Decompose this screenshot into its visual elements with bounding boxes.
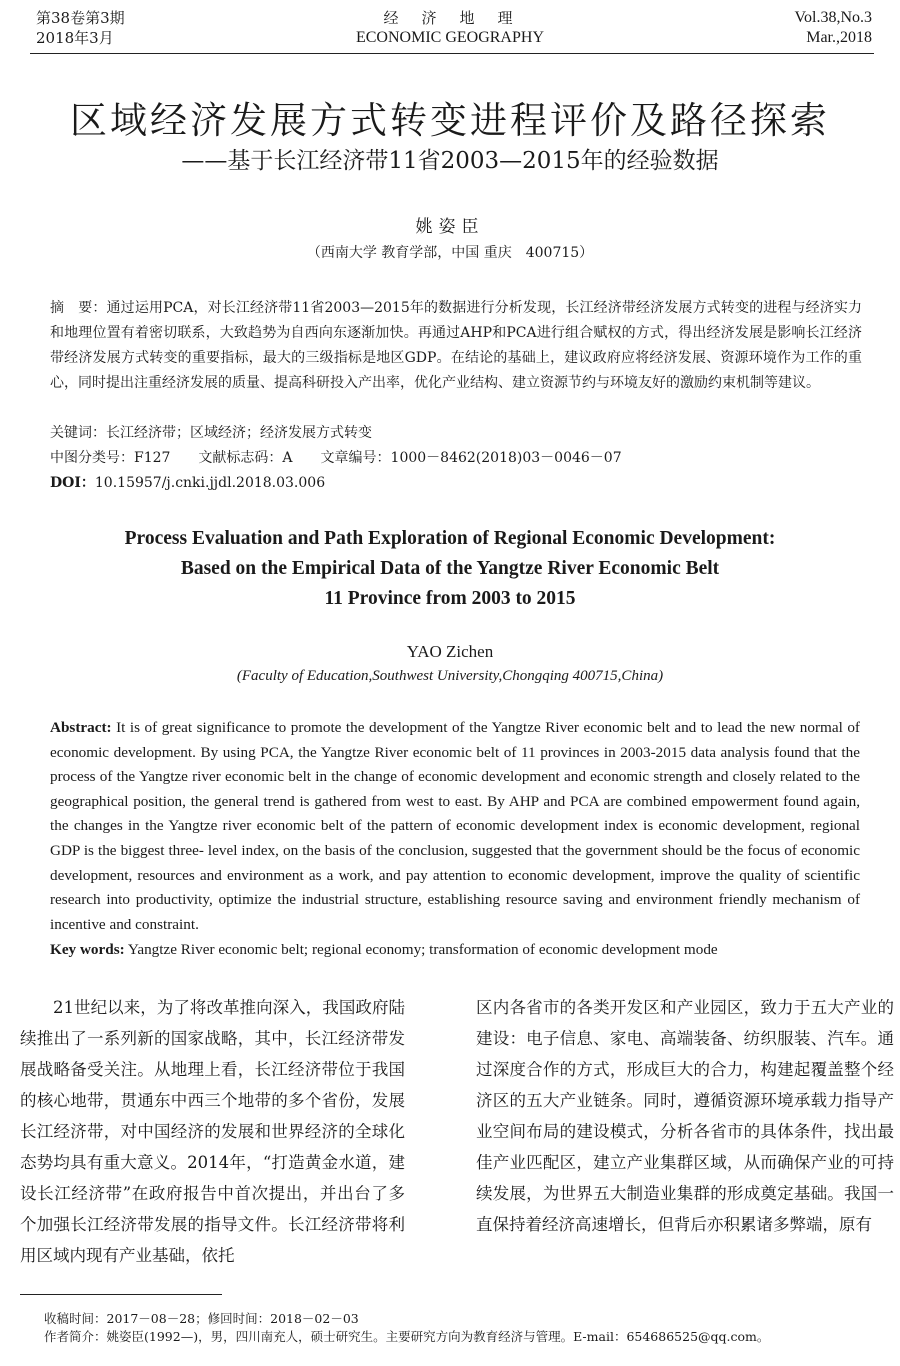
author-name-en: YAO Zichen	[406, 642, 494, 661]
abstract-en-text: It is of great significance to promote the development of the Yangtze River economic belt and to lead the new normal of economic development. By using PCA, the Yangtze River economic belt of 11 provinces in 2003-2015 data analysis found that the process of the Yangtze river economic belt in the change of economic development and economic strength and closely related to the geographical position, the general trend is gathered from west to east. By AHP and PCA are combined empowerment found again, the changes in the Yangtze river economic belt of the pattern of economic development index is economic development, regional GDP is the biggest three- level index, on the basis of the conclusion, suggested that the government should be the focus of economic development, resources and environment as a work, and pay attention to economic development, improve the quality of scientific research into productivity, optimize the industrial structure, establishing resource saving and environment friendly mechanism of incentive and constraint.	[50, 719, 860, 933]
keywords-cn: 关键词：长江经济带；区域经济；经济发展方式转变	[50, 425, 372, 441]
paper-title-en-line2: Based on the Empirical Data of the Yangtze River Economic Belt	[180, 558, 720, 579]
abstract-cn-label: 摘 要：	[50, 300, 107, 316]
doi-value: 10.15957/j.cnki.jjdl.2018.03.006	[94, 475, 326, 491]
doi-label: DOI：	[50, 475, 95, 491]
journal-name	[0, 8, 900, 48]
paper-subtitle-cn: ——基于长江经济带11省2003—2015年的经验数据	[181, 148, 719, 174]
abstract-cn	[50, 296, 862, 396]
doi-line	[50, 471, 862, 496]
paper-title-en-line1: Process Evaluation and Path Exploration of Regional Economic Development:	[124, 528, 776, 549]
footnote-divider	[20, 1294, 222, 1295]
journal-date-en: Mar.,2018	[806, 29, 872, 46]
affiliation-cn: （西南大学 教育学部，中国 重庆 400715）	[306, 245, 594, 261]
journal-name-cn: 经 济 地 理	[383, 9, 517, 27]
keywords-en-text: Yangtze River economic belt; regional economy; transformation of economic development mode	[124, 941, 718, 958]
affiliation-en: (Faculty of Education,Southwest University,Chongqing 400715,China)	[236, 668, 664, 684]
classification-cn: 中图分类号：F127 文献标志码：A 文章编号：1000－8462(2018)03－0046－07	[50, 450, 622, 466]
journal-volume: 第38卷第3期	[36, 9, 125, 27]
footnote-received: 收稿时间：2017－08－28；修回时间：2018－02－03	[44, 1311, 359, 1326]
body-column-right: 区内各省市的各类开发区和产业园区，致力于五大产业的建设：电子信息、家电、高端装备、纺织服装、汽车。通过深度合作的方式，形成巨大的合力，构建起覆盖整个经济区的五大产业链条。同时，遵循资源环境承载力指导产业空间布局的建设模式，分析各省市的具体条件，找出最佳产业匹配区，建立产业集群区域，从而确保产业的可持续发展，为世界五大制造业集群的形成奠定基础。我国一直保持着经济高速增长，但背后亦积累诸多弊端，原有	[476, 998, 894, 1234]
keywords-en-label: Key words:	[50, 941, 125, 958]
keywords-en	[50, 938, 860, 962]
header-divider	[30, 53, 874, 54]
journal-volume-en: Vol.38,No.3	[794, 9, 872, 26]
author-name-cn: 姚姿臣	[415, 217, 485, 237]
journal-name-en: ECONOMIC GEOGRAPHY	[355, 29, 544, 46]
footnote-author-bio: 作者简介：姚姿臣(1992—)，男，四川南充人，硕士研究生。主要研究方向为教育经济与管理。E-mail：654686525@qq.com。	[44, 1329, 770, 1344]
abstract-en	[50, 716, 860, 937]
journal-issue-en	[795, 8, 873, 48]
abstract-cn-text: 通过运用PCA，对长江经济带11省2003—2015年的数据进行分析发现，长江经济带经济发展方式转变的进程与经济实力和地理位置有着密切联系，大致趋势为自西向东逐渐加快。再通过AHP和PCA进行组合赋权的方式，得出经济发展是影响长江经济带经济发展方式转变的重要指标，最大的三级指标是地区GDP。在结论的基础上，建议政府应将经济发展、资源环境作为工作的重心，同时提出注重经济发展的质量、提高科研投入产出率，优化产业结构、建立资源节约与环境友好的激励约束机制等建议。	[50, 300, 863, 391]
abstract-en-label: Abstract:	[50, 719, 112, 736]
paper-title-cn: 区域经济发展方式转变进程评价及路径探索	[70, 99, 830, 142]
body-column-left: 21世纪以来，为了将改革推向深入，我国政府陆续推出了一系列新的国家战略，其中，长江经济带发展战略备受关注。从地理上看，长江经济带位于我国的核心地带，贯通东中西三个地带的多个省份，发展长江经济带，对中国经济的发展和世界经济的全球化态势均具有重大意义。2014年，“打造黄金水道，建设长江经济带”在政府报告中首次提出，并出台了多个加强长江经济带发展的指导文件。长江经济带将利用区域内现有产业基础，依托	[20, 998, 405, 1265]
journal-date-cn: 2018年3月	[36, 29, 114, 47]
paper-title-en-line3: 11 Province from 2003 to 2015	[324, 588, 576, 609]
paper-title-en	[0, 524, 900, 614]
